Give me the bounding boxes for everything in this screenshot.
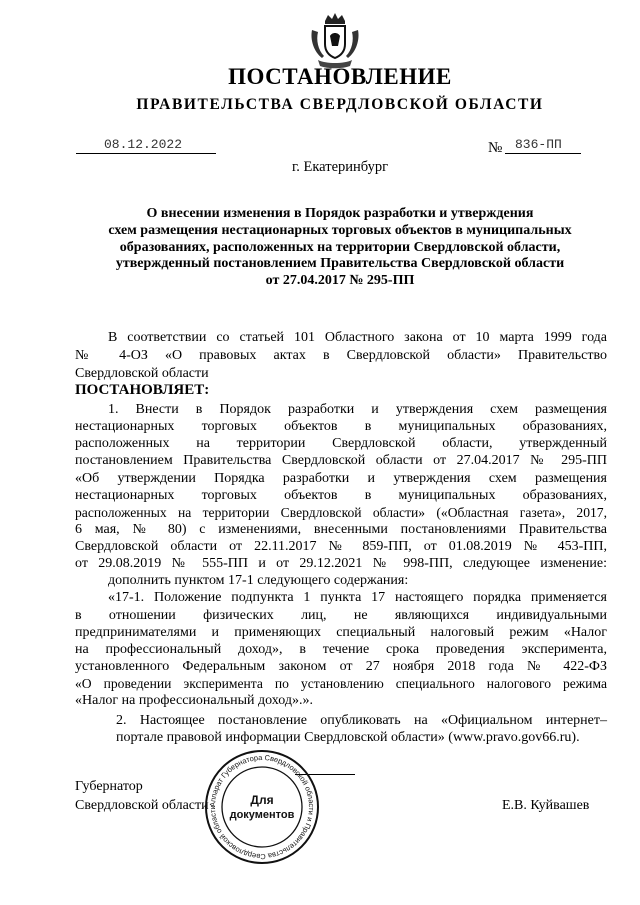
body-line: от 29.08.2019 № 555-ПП и от 29.12.2021 № 998-ПП, следующее изменение: [75,556,607,571]
body-line: расположенных на территории Свердловской области» («Областная газета», 2017, [75,505,607,520]
body-line: «О проведении эксперимента по установлению специального налогового режима [75,676,607,691]
body-line: 2. Настоящее постановление опубликовать на «Официальном интернет– [116,713,607,728]
body-line: портале правовой информации Свердловской области» (www.pravo.gov66.ru). [116,730,580,745]
body-line: установленного Федеральным законом от 27 ноября 2018 года № 422-ФЗ [75,659,607,674]
city: г. Екатеринбург [291,159,389,175]
stamp-center-line-1: Для [250,793,274,807]
stamp-ring-text: Аппарат Губернатора Свердловской области и Правительства Свердловской области [207,752,317,862]
heading-line: образованиях, расположенных на территории Свердловской области, [119,239,561,255]
signatory-title: Губернатор [75,779,143,794]
coat-of-arms-icon [306,12,364,70]
heading-line: схем размещения нестационарных торговых объектов в муниципальных [108,222,572,238]
heading-line: от 27.04.2017 № 295-ПП [265,273,415,289]
body-line: Свердловской области от 22.11.2017 № 859-ПП, от 01.08.2019 № 453-ПП, [75,539,607,554]
body-line: «Об утверждении Порядка разработки и утверждения схем размещения [75,471,607,486]
body-line: на профессиональный доход», в течение срока проведения эксперимента, [75,642,607,657]
body-line: расположенных на территории Свердловской области, утвержденный [75,436,607,451]
document-title: ПОСТАНОВЛЕНИЕ [228,64,452,89]
signatory-name: Е.В. Куйвашев [502,798,590,813]
body-line: 6 мая, № 80) с изменениями, внесенными постановлениями Правительства [75,522,607,537]
body-line: дополнить пунктом 17-1 следующего содержания: [108,573,409,588]
body-line: предпринимателями и применяющих специальный налоговый режим «Налог [75,625,607,640]
body-line: 1. Внести в Порядок разработки и утверждения схем размещения [108,402,607,417]
body-line: нестационарных торговых объектов в муниципальных образованиях, [75,419,607,434]
body-line: Свердловской области [75,366,209,381]
body-line: «17-1. Положение подпункта 1 пункта 17 настоящего порядка применяется [108,590,607,605]
document-subtitle: ПРАВИТЕЛЬСТВА СВЕРДЛОВСКОЙ ОБЛАСТИ [136,96,544,113]
body-line: «Налог на профессиональный доход».». [75,693,313,708]
body-line: постановлением Правительства Свердловской области от 27.04.2017 № 295-ПП [75,453,607,468]
stamp-seal [203,748,321,866]
body-line: нестационарных торговых объектов в муниципальных образованиях, [75,488,607,503]
date-underline [76,153,216,154]
number-label: № [488,140,503,156]
body-line: в отношении физических лиц, не являющихся индивидуальными [75,608,607,623]
body-line: В соответствии со статьей 101 Областного закона от 10 марта 1999 года [108,330,607,345]
stamp-center-line-2: документов [229,809,295,821]
heading-line: О внесении изменения в Порядок разработки и утверждения [146,206,534,221]
document-heading [80,206,600,290]
heading-line: утвержденный постановлением Правительства Свердловской области [115,256,565,272]
resolution-word: ПОСТАНОВЛЯЕТ: [75,382,210,398]
number-underline [505,153,581,154]
body-line: № 4-ОЗ «О правовых актах в Свердловской области» Правительство [75,348,607,363]
document-date: 08.12.2022 [104,137,183,152]
signatory-region: Свердловской области [75,798,209,813]
document-number: 836-ПП [515,137,562,152]
